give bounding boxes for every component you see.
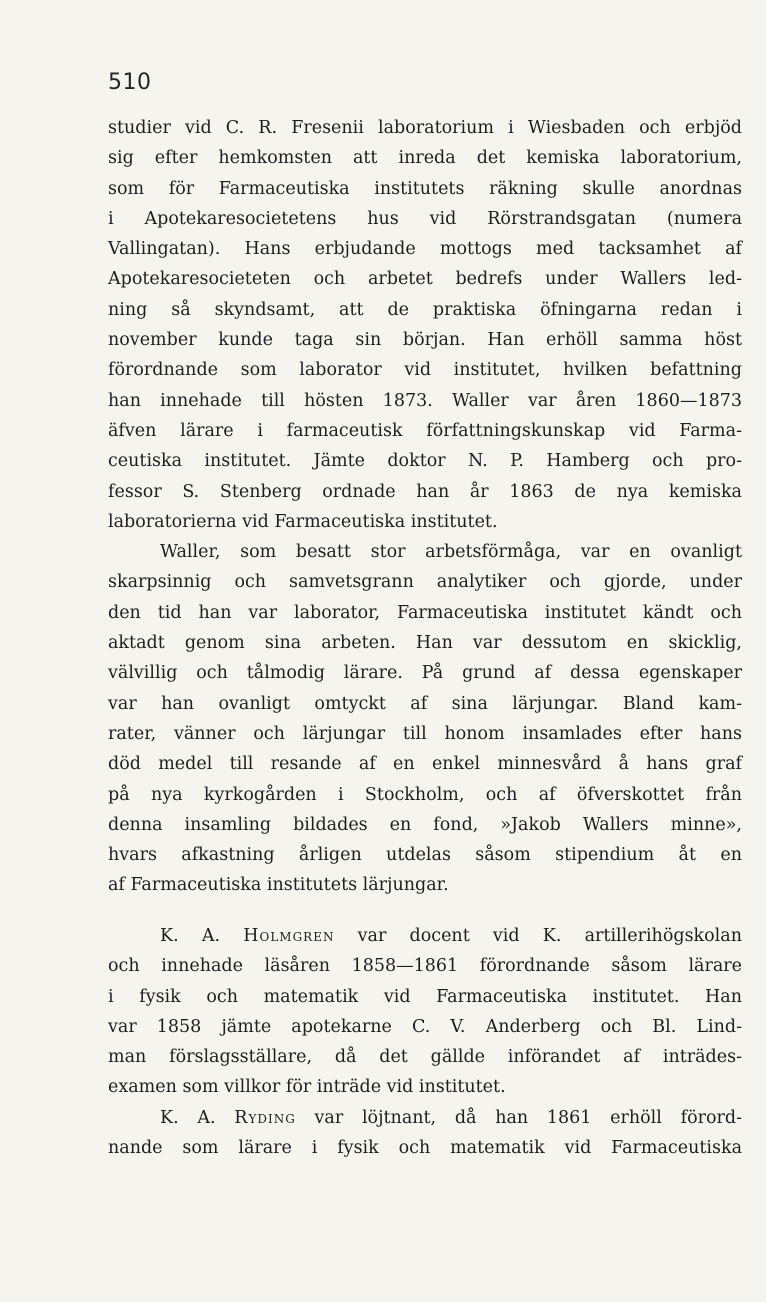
text-line: förordnande som laborator vid institutet, hvilken befattning (108, 360, 742, 381)
text-line: den tid han var laborator, Farmaceutiska institutet kändt och (108, 602, 742, 623)
text-line: denna insamling bildades en fond, »Jakob Wallers minne», (108, 814, 742, 835)
upper-text-block (108, 113, 742, 901)
text-line: nande som lärare i fysik och matematik vid Farmaceutiska (108, 1138, 742, 1159)
text-line: rater, vänner och lärjungar till honom insamlades efter hans (108, 723, 742, 744)
text-line: skarpsinnig och samvetsgrann analytiker och gjorde, under (108, 572, 742, 593)
text-line: fessor S. Stenberg ordnade han år 1863 de nya kemiska (108, 481, 742, 502)
text-line: i Apotekaresocietetens hus vid Rörstrandsgatan (numera (108, 208, 742, 229)
page-number: 510 (108, 70, 152, 95)
line-text: var docent vid K. artillerihögskolan (334, 926, 742, 946)
text-line (108, 921, 742, 951)
person-name: Holmgren (243, 926, 335, 946)
text-line: examen som villkor för inträde vid institutet. (108, 1077, 506, 1098)
text-line: han innehade till hösten 1873. Waller var åren 1860—1873 (108, 390, 742, 411)
text-line: ning så skyndsamt, att de praktiska öfningarna redan i (108, 299, 742, 320)
text-line: hvars afkastning årligen utdelas såsom stipendium åt en (108, 845, 742, 866)
text-line: och innehade läsåren 1858—1861 förordnande såsom lärare (108, 956, 742, 977)
text-line: äfven lärare i farmaceutisk författningskunskap vid Farma- (108, 420, 742, 441)
lower-text-block (108, 921, 742, 1163)
text-line: november kunde taga sin början. Han erhöll samma höst (108, 330, 742, 351)
text-line: var han ovanligt omtyckt af sina lärjungar. Bland kam- (108, 693, 742, 714)
text-line: var 1858 jämte apotekarne C. V. Anderberg och Bl. Lind- (108, 1016, 742, 1037)
text-line: aktadt genom sina arbeten. Han var dessutom en skicklig, (108, 633, 742, 654)
line-text: var löjtnant, då han 1861 erhöll förord- (295, 1107, 742, 1128)
initials: K. A. (160, 926, 244, 946)
text-line: studier vid C. R. Fresenii laboratorium i Wiesbaden och erbjöd (108, 118, 742, 138)
text-line: man förslagsställare, då det gällde införandet af inträdes- (108, 1047, 742, 1068)
text-line: i fysik och matematik vid Farmaceutiska institutet. Han (108, 986, 742, 1007)
text-line: välvillig och tålmodig lärare. På grund af dessa egenskaper (108, 663, 742, 684)
text-line: af Farmaceutiska institutets lärjungar. (108, 875, 449, 896)
text-line: ceutiska institutet. Jämte doktor N. P. Hamberg och pro- (108, 451, 742, 472)
initials: K. A. (160, 1107, 235, 1128)
text-line (108, 1103, 742, 1133)
text-line: död medel till resande af en enkel minnesvård å hans graf (108, 754, 742, 775)
text-line: Vallingatan). Hans erbjudande mottogs med tacksamhet af (108, 239, 742, 260)
person-name: Ryding (234, 1107, 296, 1128)
text-line: laboratorierna vid Farmaceutiska institutet. (108, 511, 498, 532)
text-line: Waller, som besatt stor arbetsförmåga, var en ovanligt (160, 542, 742, 563)
text-line: Apotekaresocieteten och arbetet bedrefs under Wallers led- (108, 269, 742, 290)
text-line: sig efter hemkomsten att inreda det kemiska laboratorium, (108, 148, 742, 169)
text-line: som för Farmaceutiska institutets räkning skulle anordnas (108, 178, 742, 199)
text-line: på nya kyrkogården i Stockholm, och af öfverskottet från (108, 784, 742, 805)
